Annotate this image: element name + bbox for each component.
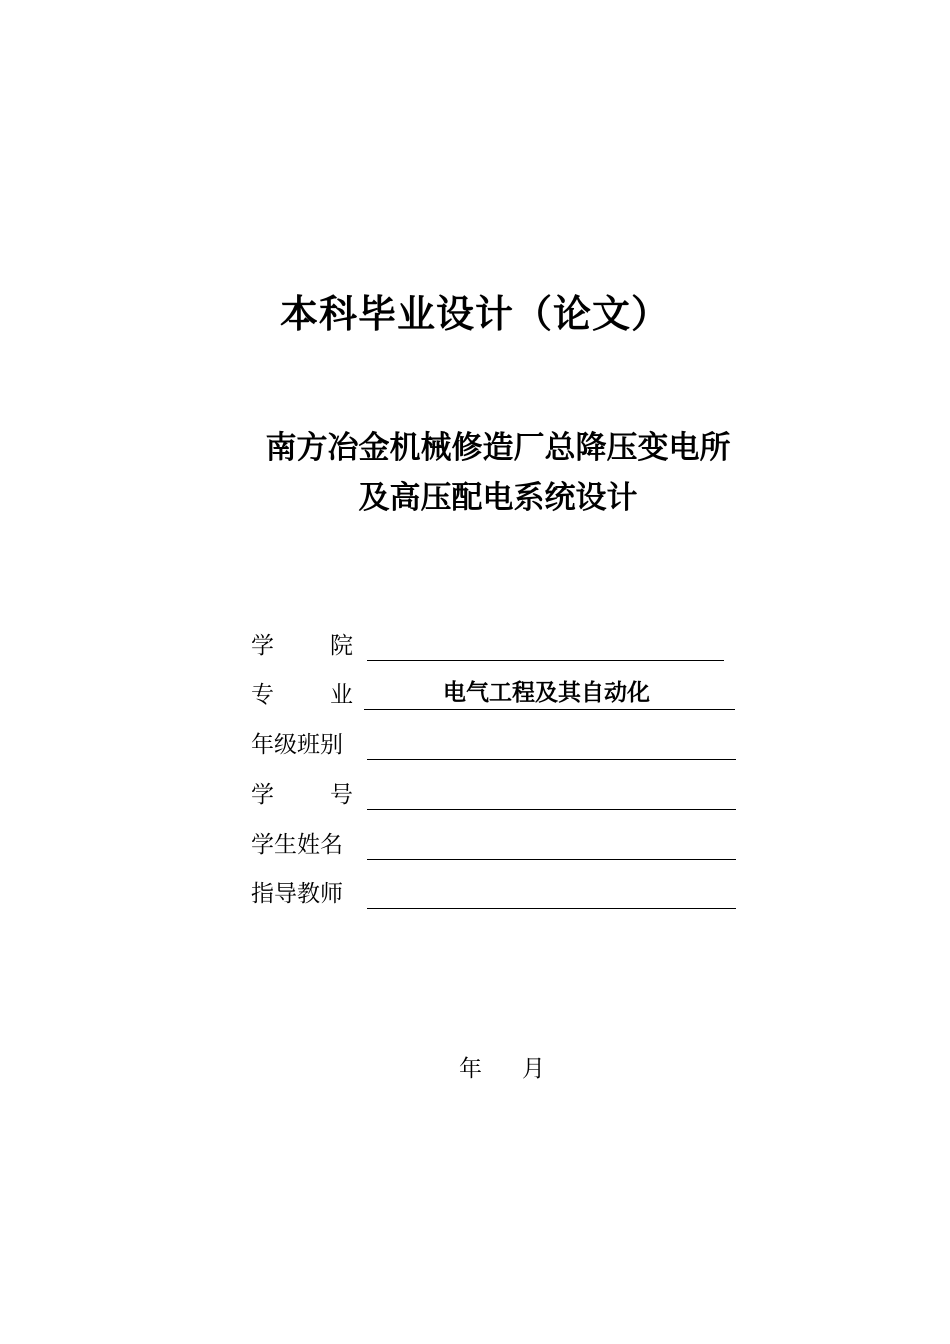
college-field[interactable] xyxy=(367,630,724,661)
student-name-label: 学生姓名 xyxy=(251,832,343,858)
major-label: 专 业 xyxy=(251,682,353,708)
form-row-student-id xyxy=(251,778,741,812)
college-label: 学 院 xyxy=(251,633,353,659)
student-name-field[interactable] xyxy=(367,829,736,860)
student-id-field[interactable] xyxy=(367,779,736,810)
advisor-label: 指导教师 xyxy=(251,881,343,907)
date-year-label: 年 xyxy=(459,1056,482,1082)
date-line xyxy=(459,1052,545,1086)
form-row-student-name xyxy=(251,828,741,862)
thesis-title-line-2: 及高压配电系统设计 xyxy=(358,480,638,516)
advisor-field[interactable] xyxy=(367,878,736,909)
date-month-label: 月 xyxy=(522,1056,545,1082)
major-field[interactable] xyxy=(364,679,735,710)
class-label: 年级班别 xyxy=(251,732,343,758)
class-field[interactable] xyxy=(367,729,736,760)
form-row-class xyxy=(251,728,741,762)
form-row-college xyxy=(251,629,741,663)
document-title: 本科毕业设计（论文） xyxy=(279,292,670,336)
student-id-label: 学 号 xyxy=(251,782,353,808)
form-row-major xyxy=(251,678,741,712)
thesis-title-line-1: 南方冶金机械修造厂总降压变电所 xyxy=(265,430,731,466)
form-row-advisor xyxy=(251,877,741,911)
major-value: 电气工程及其自动化 xyxy=(443,680,650,706)
